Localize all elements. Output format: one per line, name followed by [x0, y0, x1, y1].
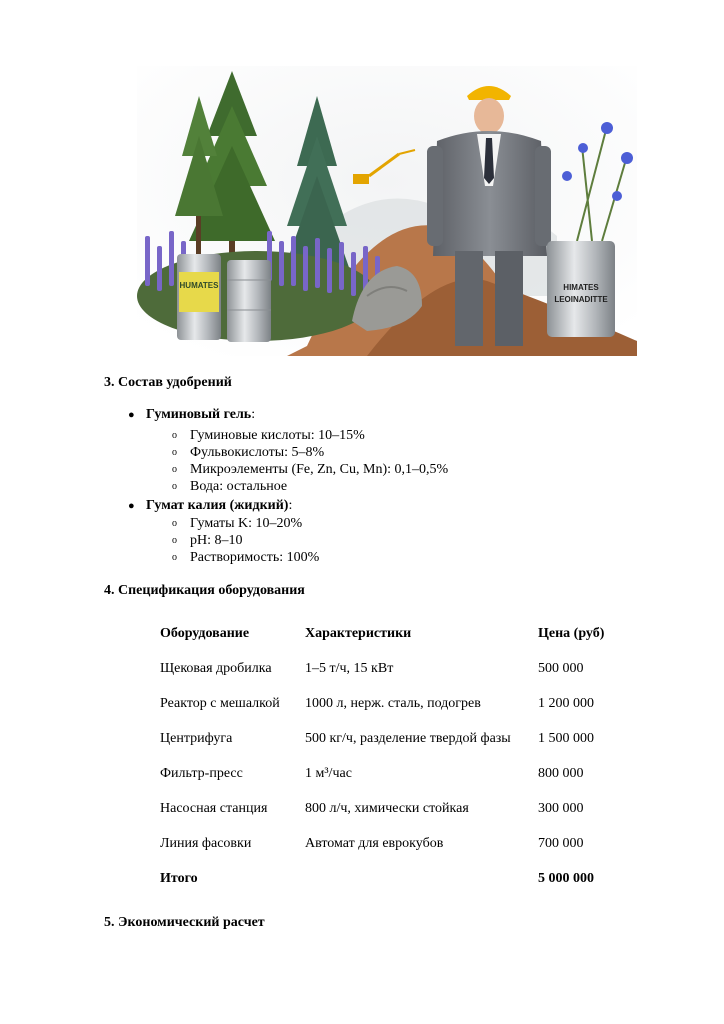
list-item-potassium-humate: ● Гумат калия (жидкий):: [128, 498, 293, 513]
list-subitem: o Гуматы K: 10–20%: [172, 516, 303, 531]
section-3-heading: 3. Состав удобрений: [104, 375, 232, 390]
svg-text:HIMATES: HIMATES: [563, 283, 599, 292]
metal-can: [227, 260, 271, 342]
svg-text:HUMATES: HUMATES: [179, 281, 219, 290]
list-subitem: o Вода: остальное: [172, 479, 288, 494]
bullet-icon: ●: [128, 409, 135, 421]
humates-can-left: [177, 254, 221, 340]
circle-bullet-icon: o: [172, 518, 177, 529]
circle-bullet-icon: o: [172, 552, 177, 563]
equipment-table: [155, 616, 648, 896]
table-row: Щековая дробилка 1–5 т/ч, 15 кВт 500 000: [160, 660, 584, 676]
table-row: Фильтр-пресс 1 м³/час 800 000: [160, 765, 584, 781]
section-5-heading: 5. Экономический расчет: [104, 915, 265, 930]
hero-illustration: [137, 66, 637, 356]
list-subitem: o Микроэлементы (Fe, Zn, Cu, Mn): 0,1–0,5%: [172, 462, 449, 477]
circle-bullet-icon: o: [172, 481, 177, 492]
svg-text:LEOINADITTE: LEOINADITTE: [554, 295, 608, 304]
circle-bullet-icon: o: [172, 464, 177, 475]
circle-bullet-icon: o: [172, 430, 177, 441]
table-header-row: [155, 616, 648, 651]
list-subitem: o pH: 8–10: [172, 533, 243, 548]
composition-list: [104, 406, 624, 566]
list-subitem: o Фульвокислоты: 5–8%: [172, 445, 325, 460]
table-row: Насосная станция 800 л/ч, химически стойкая 300 000: [160, 800, 584, 816]
circle-bullet-icon: o: [172, 535, 177, 546]
table-total-row: Итого 5 000 000: [160, 870, 594, 886]
list-item-humic-gel: ● Гуминовый гель:: [128, 407, 256, 422]
table-header-cell: Цена (руб): [538, 625, 605, 641]
table-row: Центрифуга 500 кг/ч, разделение твердой фазы 1 500 000: [160, 730, 594, 746]
section-4-heading: 4. Спецификация оборудования: [104, 583, 305, 598]
circle-bullet-icon: o: [172, 447, 177, 458]
table-header-cell: Характеристики: [305, 625, 412, 641]
bullet-icon: ●: [128, 500, 135, 512]
table-row: Реактор с мешалкой 1000 л, нерж. сталь, подогрев 1 200 000: [160, 695, 594, 711]
list-subitem: o Гуминовые кислоты: 10–15%: [172, 428, 365, 443]
table-header-cell: Оборудование: [160, 625, 250, 641]
list-subitem: o Растворимость: 100%: [172, 550, 320, 565]
table-row: Линия фасовки Автомат для еврокубов 700 000: [160, 835, 584, 851]
